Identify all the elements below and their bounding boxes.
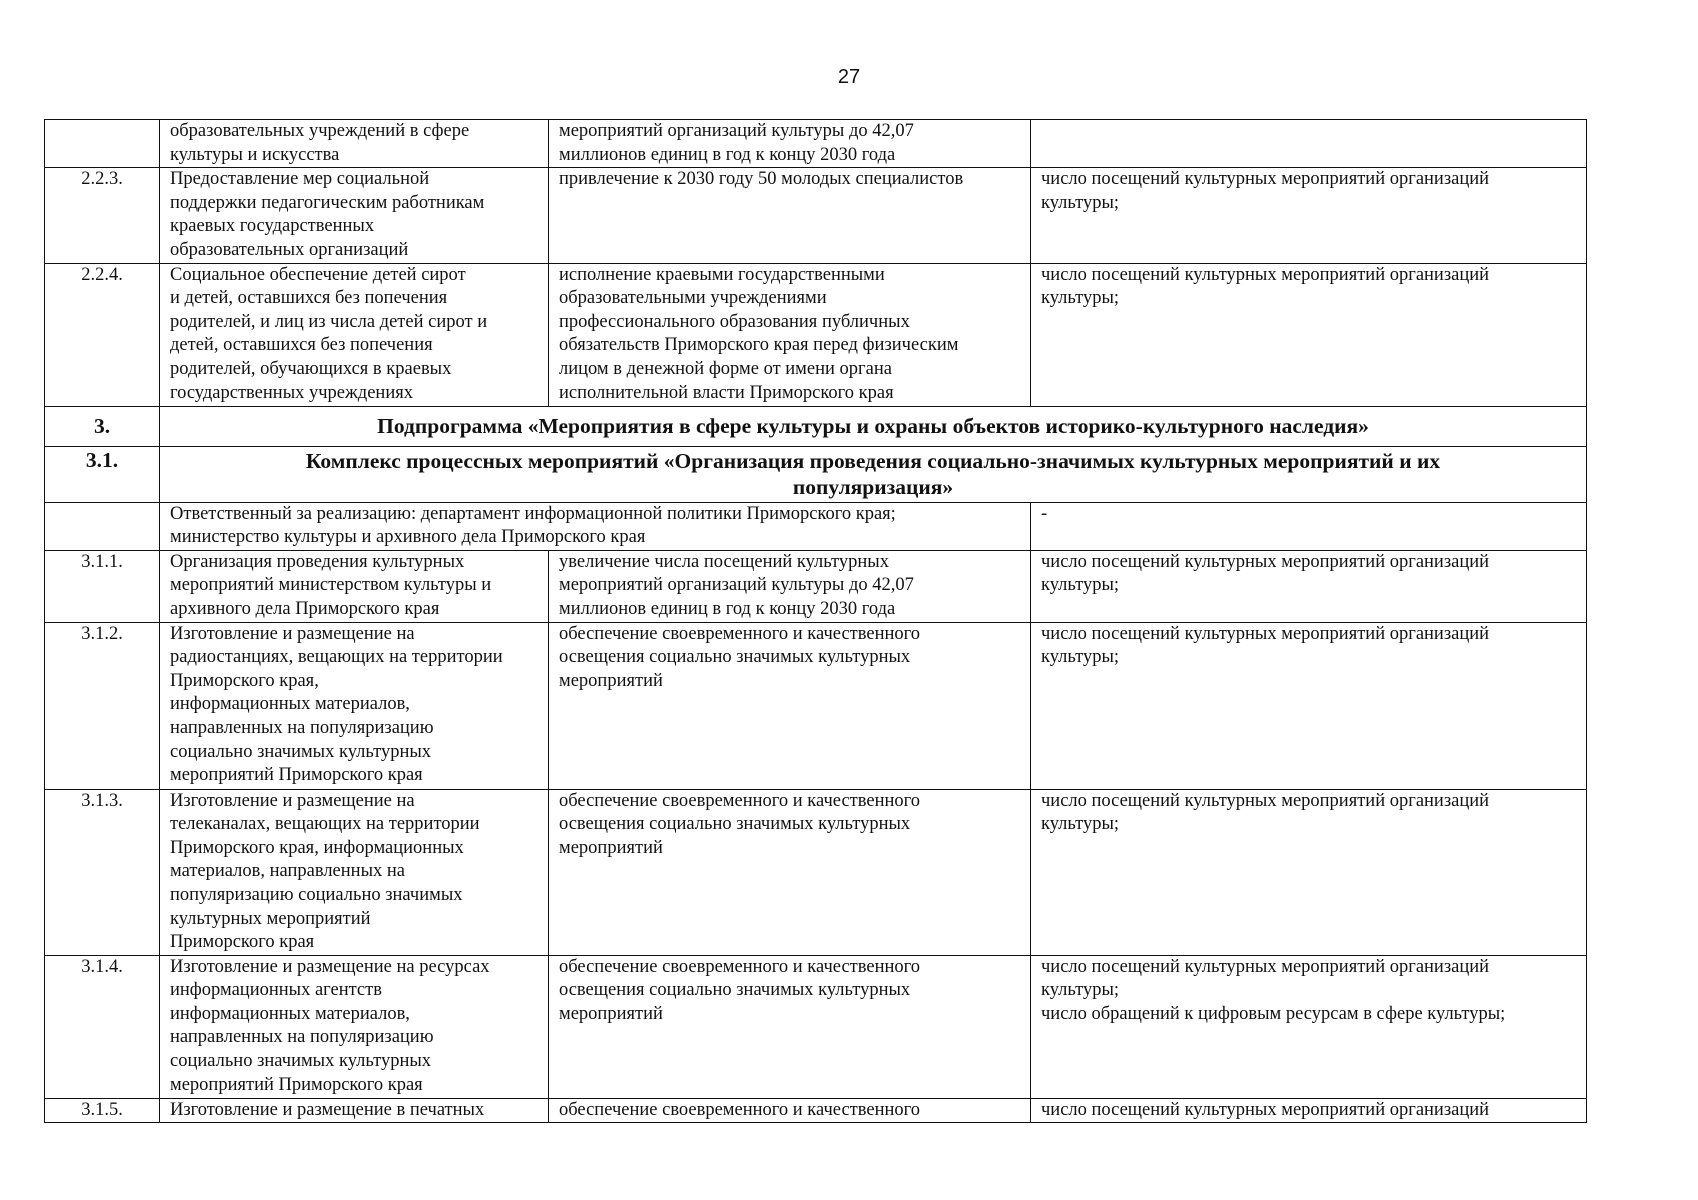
- row-number: 3.1.4.: [45, 955, 160, 1098]
- result-cell: привлечение к 2030 году 50 молодых специалистов: [549, 168, 1031, 263]
- row-number: 3.1.2.: [45, 622, 160, 789]
- indicator-cell: число посещений культурных мероприятий организаций культуры;: [1031, 263, 1587, 406]
- measure-cell: Изготовление и размещение в печатных: [160, 1098, 549, 1123]
- section-number: 3.1.: [45, 446, 160, 502]
- table-row: [45, 168, 1587, 263]
- table-row: [45, 789, 1587, 955]
- table-row: [45, 120, 1587, 168]
- measure-cell: Изготовление и размещение на телеканалах, вещающих на территории Приморского края, информационных материалов, направленных на популяризацию социально значимых культурных мероприятий Приморского края: [160, 789, 549, 955]
- measure-cell: образовательных учреждений в сфере культуры и искусства: [160, 120, 549, 168]
- indicator-cell: число посещений культурных мероприятий организаций культуры;: [1031, 550, 1587, 622]
- indicator-cell: число посещений культурных мероприятий организаций: [1031, 1098, 1587, 1123]
- indicator-cell: [1031, 120, 1587, 168]
- result-cell: обеспечение своевременного и качественного освещения социально значимых культурных мероприятий: [549, 622, 1031, 789]
- result-cell: обеспечение своевременного и качественного освещения социально значимых культурных мероприятий: [549, 955, 1031, 1098]
- responsible-text: Ответственный за реализацию: департамент информационной политики Приморского края; министерство культуры и архивного дела Приморского края: [160, 502, 1031, 550]
- indicator-cell: число посещений культурных мероприятий организаций культуры; число обращений к цифровым ресурсам в сфере культуры;: [1031, 955, 1587, 1098]
- indicator-cell: число посещений культурных мероприятий организаций культуры;: [1031, 168, 1587, 263]
- result-cell: обеспечение своевременного и качественного освещения социально значимых культурных мероприятий: [549, 789, 1031, 955]
- measure-cell: Изготовление и размещение на ресурсах информационных агентств информационных материалов, направленных на популяризацию социально значимых культурных мероприятий Приморского края: [160, 955, 549, 1098]
- table-row: [45, 1098, 1587, 1123]
- row-number: [45, 120, 160, 168]
- table-row: [45, 263, 1587, 406]
- row-number: 3.1.3.: [45, 789, 160, 955]
- page-number: 27: [837, 66, 861, 88]
- table-row: [45, 955, 1587, 1098]
- table-row: [45, 550, 1587, 622]
- row-number: 3.1.1.: [45, 550, 160, 622]
- measure-cell: Социальное обеспечение детей сирот и детей, оставшихся без попечения родителей, и лиц из числа детей сирот и детей, оставшихся без попечения родителей, обучающихся в краевых государственных учреждениях: [160, 263, 549, 406]
- row-number: 3.1.5.: [45, 1098, 160, 1123]
- row-number: 2.2.4.: [45, 263, 160, 406]
- result-cell: увеличение числа посещений культурных мероприятий организаций культуры до 42,07 миллионов единиц в год к концу 2030 года: [549, 550, 1031, 622]
- result-cell: мероприятий организаций культуры до 42,07 миллионов единиц в год к концу 2030 года: [549, 120, 1031, 168]
- indicator-cell: число посещений культурных мероприятий организаций культуры;: [1031, 622, 1587, 789]
- table-row: [45, 622, 1587, 789]
- subprogram-header-row: [45, 406, 1587, 446]
- result-cell: обеспечение своевременного и качественного: [549, 1098, 1031, 1123]
- row-number: 2.2.3.: [45, 168, 160, 263]
- result-cell: исполнение краевыми государственными образовательными учреждениями профессионального образования публичных обязательств Приморского края перед физическим лицом в денежной форме от имени органа исполнительной власти Приморского края: [549, 263, 1031, 406]
- indicator-cell: число посещений культурных мероприятий организаций культуры;: [1031, 789, 1587, 955]
- measure-cell: Предоставление мер социальной поддержки педагогическим работникам краевых государственных образовательных организаций: [160, 168, 549, 263]
- responsible-row: [45, 502, 1587, 550]
- subprogram-title: Подпрограмма «Мероприятия в сфере культуры и охраны объектов историко-культурного наследия»: [160, 406, 1587, 446]
- measure-cell: Изготовление и размещение на радиостанциях, вещающих на территории Приморского края, информационных материалов, направленных на популяризацию социально значимых культурных мероприятий Приморского края: [160, 622, 549, 789]
- measure-cell: Организация проведения культурных мероприятий министерством культуры и архивного дела Приморского края: [160, 550, 549, 622]
- process-complex-title: Комплекс процессных мероприятий «Организация проведения социально-значимых культурных мероприятий и их популяризация»: [160, 446, 1587, 502]
- row-number: [45, 502, 160, 550]
- section-number: 3.: [45, 406, 160, 446]
- indicator-cell: -: [1031, 502, 1587, 550]
- program-measures-table: [44, 119, 1587, 1123]
- process-complex-header-row: [45, 446, 1587, 502]
